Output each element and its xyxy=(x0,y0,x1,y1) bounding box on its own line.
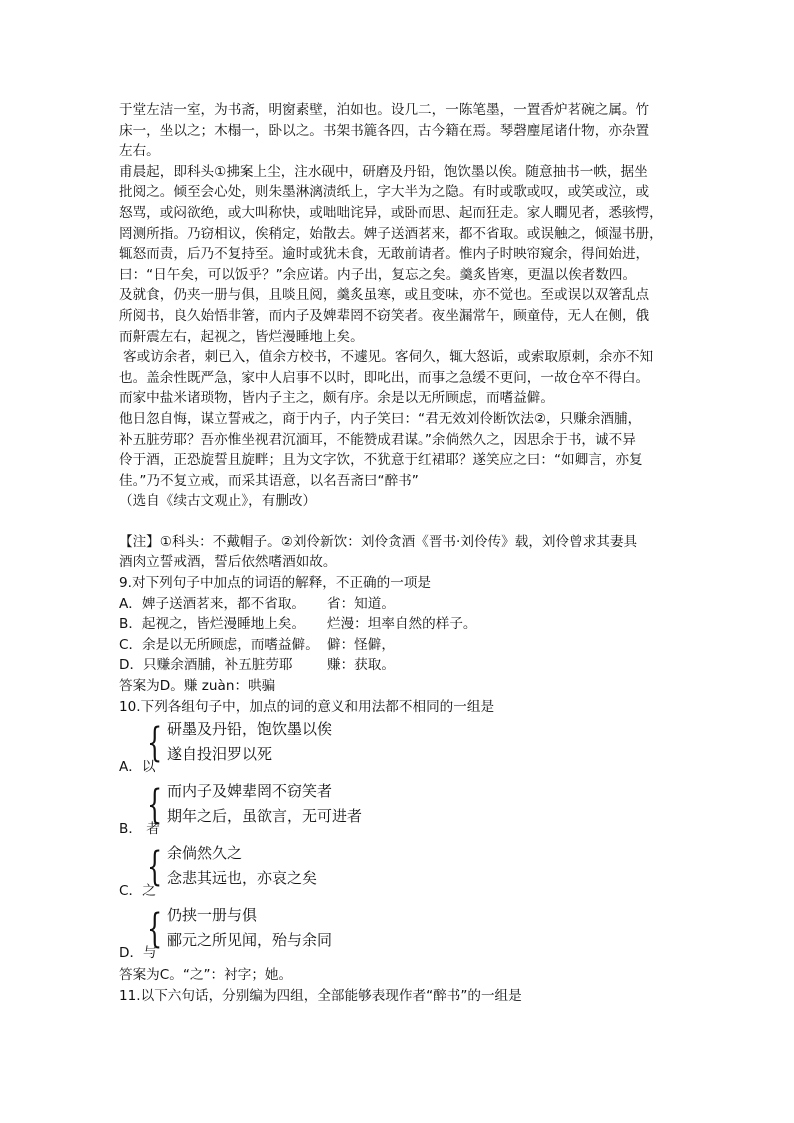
passage-line: 佳。”乃不复立戒，而采其语意，以名吾斋曰“醉书” xyxy=(119,472,419,489)
passage-line: 他日忽自悔，谋立誓戒之，商于内子，内子笑曰：“君无效刘伶断饮法②，只赚余酒脯， xyxy=(119,410,642,427)
passage-line: 于堂左洁一室，为书斋，明窗素壁，泊如也。设几二，一陈笔墨，一置香炉茗碗之属。竹 xyxy=(119,102,650,118)
group-sentence: 研墨及丹铅，饱饮墨以俟 xyxy=(167,720,333,739)
brace-icon: { xyxy=(147,906,163,953)
brace-icon: { xyxy=(147,844,163,891)
question-10 xyxy=(119,697,679,986)
passage-line: 曰：“日午矣，可以饭乎？”余应诺。内子出，复忘之矣。羹炙皆寒，更温以俟者数四。 xyxy=(119,266,637,283)
option-group-a xyxy=(119,717,679,779)
group-label: A．以 xyxy=(119,758,156,775)
group-label: C．之 xyxy=(119,882,156,899)
answer-line: 答案为C。“之”：衬字；她。 xyxy=(119,967,293,984)
option-gloss: 僻：怪僻， xyxy=(327,636,395,653)
answer-line: 答案为D。赚 zuàn：哄骗 xyxy=(119,678,276,695)
option-group-b xyxy=(119,779,679,841)
option-gloss: 赚：获取。 xyxy=(327,657,395,674)
option-d xyxy=(119,655,679,676)
spacer xyxy=(119,512,679,532)
passage-line: 批阅之。倾至会心处，则朱墨淋漓渍纸上，字大半为之隐。有时或歌或叹，或笑或泣，或 xyxy=(119,184,650,201)
footnote-line: 【注】①科头：不戴帽子。②刘伶新饮：刘伶贪酒《晋书·刘伶传》载，刘伶曾求其妻具 xyxy=(119,533,638,550)
option-text: B．起视之，皆烂漫睡地上矣。 xyxy=(119,616,306,633)
passage-line: 罔测所指。乃窃相议，俟稍定，始散去。婢子送酒茗来，都不省取。或误触之，倾湿书册， xyxy=(119,225,663,242)
question-9 xyxy=(119,573,679,697)
group-sentence: 仍挟一册与俱 xyxy=(167,906,258,925)
brace-icon: { xyxy=(147,782,163,829)
option-text: C．余是以无所顾虑，而嗜益僻。 xyxy=(119,636,319,653)
passage-line: 补五脏劳耶？吾亦惟坐视君沉湎耳，不能赞成君谋。”余倘然久之，因思余于书，诚不异 xyxy=(119,431,636,448)
passage-line: 所阅书，良久始悟非箸，而内子及婢辈罔不窃笑者。夜坐漏常午，顾童侍，无人在侧，俄 xyxy=(119,307,650,324)
passage-line: 及就食，仍夹一册与俱，且啖且阅，羹炙虽寒，或且变味，亦不觉也。至或误以双箸乱点 xyxy=(119,287,650,304)
option-b xyxy=(119,614,679,635)
group-sentence: 余倘然久之 xyxy=(167,844,243,863)
brace-icon: { xyxy=(147,720,163,767)
group-label: B． 者 xyxy=(119,820,160,837)
option-c xyxy=(119,635,679,656)
passage-line: 甫晨起，即科头①拂案上尘，注水砚中，研磨及丹铅，饱饮墨以俟。随意抽书一帙，据坐 xyxy=(119,163,648,180)
option-text: A．婢子送酒茗来，都不省取。 xyxy=(119,595,306,612)
question-stem: 11.以下六句话，分别编为四组，全部能够表现作者“醉书”的一组是 xyxy=(119,987,522,1004)
passage-line: 客或访余者，刺已入，值余方校书，不遽见。客伺久，辄大怒诟，或索取原刺，余亦不知 xyxy=(123,349,654,366)
passage-line: 而家中盐米诸琐物，皆内子主之，颇有序。余是以无所顾虑，而嗜益僻。 xyxy=(119,390,554,407)
group-label: D．与 xyxy=(119,944,157,961)
passage-line: 辄怒而责，后乃不复持至。逾时或犹未食，无敢前请者。惟内子时映帘窥余，得间始进， xyxy=(119,246,650,263)
group-sentence: 而内子及婢辈罔不窃笑者 xyxy=(167,782,333,801)
option-group-c xyxy=(119,841,679,903)
question-11 xyxy=(119,986,679,1007)
group-sentence: 念悲其远也，亦哀之矣 xyxy=(167,869,318,888)
footnote xyxy=(119,532,679,573)
option-gloss: 烂漫：坦率自然的样子。 xyxy=(327,616,477,633)
question-stem: 9.对下列句子中加点的词语的解释，不正确的一项是 xyxy=(119,575,432,592)
passage-line: 而鼾震左右，起视之，皆烂漫睡地上矣。 xyxy=(119,328,364,345)
passage-line: 左右。 xyxy=(119,143,160,160)
passage-line: 伶于酒，正恐旋誓且旋畔；且为文字饮，不犹意于红裙耶？遂笑应之曰：“如卿言，亦复 xyxy=(119,452,643,469)
group-sentence: 郦元之所见闻，殆与余同 xyxy=(167,931,333,950)
option-a xyxy=(119,594,679,615)
question-stem: 10.下列各组句子中，加点的词的意义和用法都不相同的一组是 xyxy=(119,698,495,715)
option-gloss: 省：知道。 xyxy=(327,595,395,612)
source-citation: （选自《续古文观止》，有删改） xyxy=(119,493,317,510)
option-group-d xyxy=(119,903,679,965)
passage xyxy=(119,100,679,512)
footnote-line: 酒肉立誓戒酒，誓后依然嗜酒如故。 xyxy=(119,554,337,571)
group-sentence: 期年之后，虽欲言，无可进者 xyxy=(167,807,363,826)
option-text: D．只赚余酒脯，补五脏劳耶 xyxy=(119,657,293,674)
passage-line: 也。盖余性既严急，家中人启事不以时，即叱出，而事之急缓不更问，一故仓卒不得白。 xyxy=(119,369,650,386)
group-sentence: 遂自投汨罗以死 xyxy=(167,745,273,764)
document-body xyxy=(119,100,679,1006)
passage-line: 怒骂，或闷欲绝，或大叫称快，或咄咄诧异，或卧而思、起而狂走。家人瞯见者，悉骇愕， xyxy=(119,204,663,221)
passage-line: 床一，坐以之；木榻一，卧以之。书架书簏各四，古今籍在焉。琴磬麈尾诸什物，亦杂置 xyxy=(119,122,650,139)
